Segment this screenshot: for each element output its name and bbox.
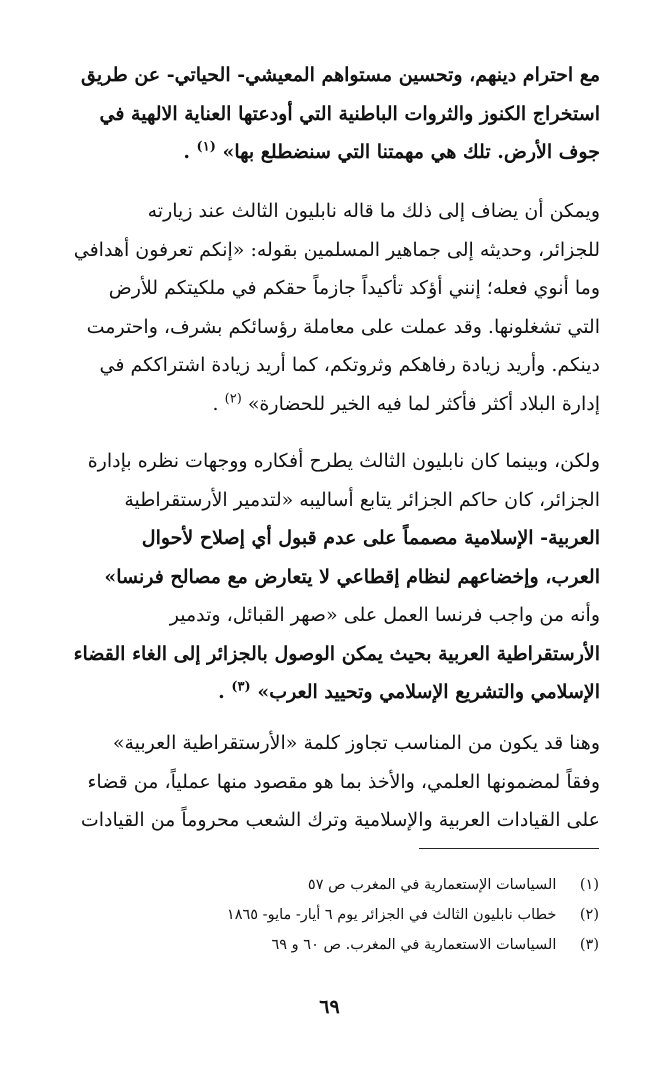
footnote-ref-2[interactable]: (٢) [224, 391, 242, 407]
text-line: للجزائر، وحديثه إلى جماهير المسلمين بقوله: «إنكم تعرفون أهدافي [73, 238, 600, 261]
footnote-divider [419, 848, 599, 849]
text-line-content: جوف الأرض. تلك هي مهمتنا التي سنضطلع بها» [222, 141, 600, 163]
text-line: ولكن، وبينما كان نابليون الثالث يطرح أفكاره ووجهات نظره بإدارة [87, 450, 600, 472]
text-line: دينكم. وأريد زيادة رفاهكم وثروتكم، كما أريد زيادة اشتراككم في [99, 354, 600, 376]
footnote-text: السياسات الإستعمارية في المغرب ص ٥٧ [307, 877, 557, 893]
text-line [60, 385, 600, 424]
line-tail: . [183, 141, 197, 163]
paragraph-3 [60, 442, 600, 712]
footnote-ref-3[interactable]: (٣) [231, 679, 251, 695]
text-line: الجزائر، كان حاكم الجزائر يتابع أساليبه «لتدمير الأرستقراطية [124, 488, 600, 511]
text-line [60, 133, 600, 172]
footnote-ref-1[interactable]: (١) [196, 139, 216, 155]
text-line: وفقاً لمضمونها العلمي، والأخذ بما هو مقصود منها عملياً، من قضاء [87, 770, 600, 793]
text-line: العرب، وإخضاعهم لنظام إقطاعي لا يتعارض مع مصالح فرنسا» [104, 565, 600, 588]
footnotes [59, 870, 599, 960]
line-tail: . [212, 392, 225, 415]
paragraph-4 [60, 724, 600, 840]
footnote-text: خطاب نابليون الثالث في الجزائر يوم ٦ أيار- مايو- ١٨٦٥ [226, 907, 557, 923]
footnote-number: (٣) [579, 937, 599, 953]
footnote-3 [59, 930, 599, 960]
text-line: مع احترام دينهم، وتحسين مستواهم المعيشي- الحياتي- عن طريق [80, 64, 600, 86]
text-line: الأرستقراطية العربية بحيث يمكن الوصول بالجزائر إلى الغاء القضاء [73, 642, 600, 665]
paragraph-1 [60, 56, 600, 172]
text-line: على القيادات العربية والإسلامية وترك الشعب محروماً من القيادات [80, 809, 600, 831]
text-line: استخراج الكنوز والثروات الباطنية التي أودعتها العناية الالهية في [99, 102, 600, 125]
text-line [60, 673, 600, 712]
text-line: التي تشغلونها. وقد عملت على معاملة رؤسائكم بشرف، واحترمت [86, 315, 600, 338]
footnote-text: السياسات الاستعمارية في المغرب. ص ٦٠ و ٦٩ [271, 937, 557, 953]
footnote-1 [59, 870, 599, 900]
text-line: وهنا قد يكون من المناسب تجاوز كلمة «الأرستقراطية العربية» [112, 732, 600, 754]
text-line: وما أنوي فعله؛ إنني أؤكد تأكيداً جازماً حقكم في ملكيتكم للأرض [108, 277, 600, 299]
line-tail: . [218, 681, 232, 703]
text-line: ويمكن أن يضاف إلى ذلك ما قاله نابليون الثالث عند زيارته [147, 200, 600, 222]
paragraph-2 [60, 192, 600, 423]
page-number: ٦٩ [319, 996, 340, 1018]
footnote-2 [59, 900, 599, 930]
text-line-content: الإسلامي والتشريع الإسلامي وتحييد العرب» [257, 681, 600, 703]
text-line: العربية- الإسلامية مصمماً على عدم قبول أي إصلاح لأحوال [141, 527, 600, 549]
text-line: وأنه من واجب فرنسا العمل على «صهر القبائل، وتدمير [169, 604, 600, 626]
footnote-number: (٢) [579, 907, 599, 923]
text-line-content: إدارة البلاد أكثر فأكثر لما فيه الخير للحضارة» [247, 392, 600, 415]
footnote-number: (١) [579, 877, 599, 893]
